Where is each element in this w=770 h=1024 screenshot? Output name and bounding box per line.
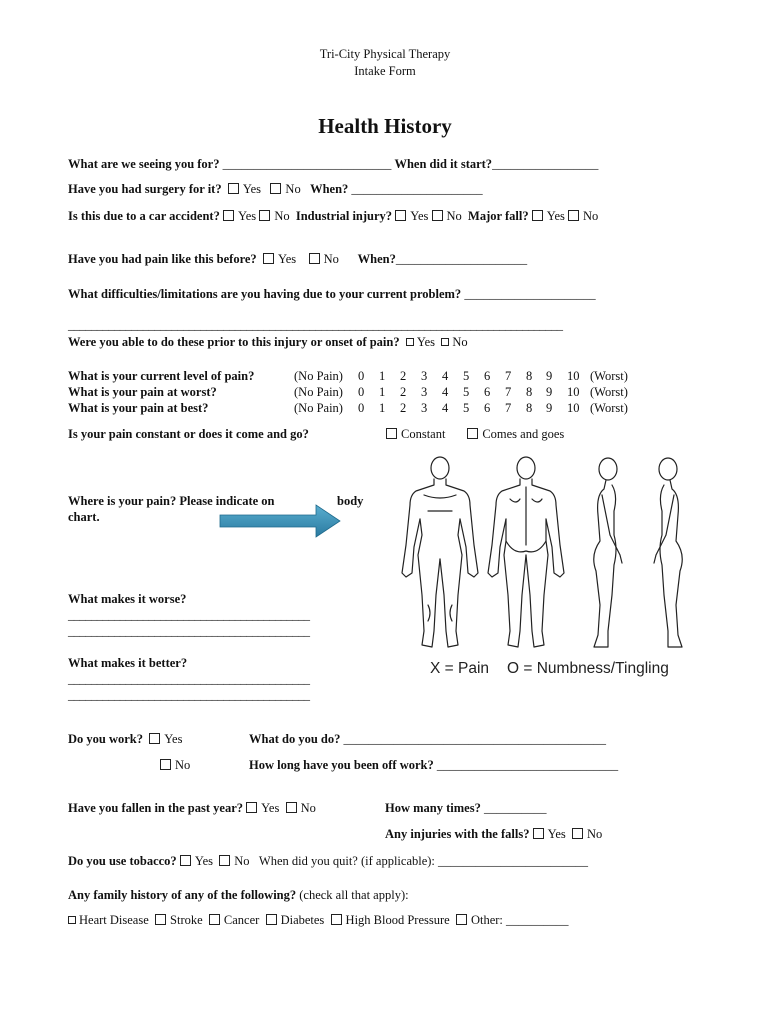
pain-current-option-7[interactable]: 7 [505,369,512,383]
quit-date-field[interactable]: ________________________ [438,854,589,868]
pain-best-option-8[interactable]: 8 [526,401,533,415]
question-pain-pattern: Is your pain constant or does it come and go? [68,427,309,441]
pain-current-low-label: (No Pain) [294,369,343,383]
reason-field[interactable]: ___________________________ [222,157,392,171]
question-fallen: Have you fallen in the past year? Yes No [68,801,316,815]
question-limitations: What difficulties/limitations are you having due to your current problem? _____________________ [68,287,596,301]
pain-current-option-5[interactable]: 5 [463,369,470,383]
industrial-yes-checkbox[interactable] [395,210,406,221]
pain-current-option-4[interactable]: 4 [442,369,449,383]
pain-current-option-0[interactable]: 0 [358,369,365,383]
work-no-checkbox[interactable] [160,759,171,770]
question-prior-pain: Have you had pain like this before? Yes No When?_____________________ [68,252,528,266]
work-yes-checkbox[interactable] [149,733,160,744]
occupation-field[interactable]: __________________________________________ [343,732,606,746]
better-label: What makes it better? [68,656,188,670]
pain-current-option-1[interactable]: 1 [379,369,386,383]
pain-best-option-10[interactable]: 10 [567,401,580,415]
constant-checkbox[interactable] [386,428,397,439]
question-tobacco: Do you use tobacco? Yes No When did you quit? (if applicable): ________________________ [68,854,589,868]
pain-worst-option-4[interactable]: 4 [442,385,449,399]
question-work: Do you work? Yes [68,732,183,746]
pain-worst-option-1[interactable]: 1 [379,385,386,399]
question-occupation: What do you do? __________________________________________ [249,732,606,746]
better-line-1[interactable]: __________________________________________ [68,672,310,686]
pain-best-option-6[interactable]: 6 [484,401,491,415]
pain-current-option-10[interactable]: 10 [567,369,580,383]
clinic-name: Tri-City Physical Therapy [319,47,451,61]
prior-pain-yes-checkbox[interactable] [263,253,274,264]
pain-pattern-options: Constant Comes and goes [386,427,564,442]
question-cause: Is this due to a car accident? Yes No Industrial injury? Yes No Major fall? Yes No [68,209,599,223]
question-off-work: How long have you been off work? _____________________________ [249,758,619,772]
prior-ability-yes-checkbox[interactable] [406,338,414,346]
pain-worst-option-5[interactable]: 5 [463,385,470,399]
pain-current-option-2[interactable]: 2 [400,369,407,383]
pain-worst-high-label: (Worst) [590,385,628,399]
car-accident-no-checkbox[interactable] [259,210,270,221]
pain-best-option-2[interactable]: 2 [400,401,407,415]
body-chart[interactable] [388,455,706,655]
worse-line-2[interactable]: __________________________________________ [68,624,310,638]
surgery-no-checkbox[interactable] [270,183,281,194]
cancer-checkbox[interactable] [209,914,220,925]
question-reason: What are we seeing you for? ___________________________ When did it start?_________________ [68,157,599,171]
fall-injury-yes-checkbox[interactable] [533,828,544,839]
fallen-yes-checkbox[interactable] [246,802,257,813]
pain-best-option-4[interactable]: 4 [442,401,449,415]
surgery-when-field[interactable]: _____________________ [351,182,483,196]
pain-worst-low-label: (No Pain) [294,385,343,399]
limitations-line[interactable]: ______________________________________________________________________________________ [68,318,563,332]
worse-label: What makes it worse? [68,592,187,606]
heart-disease-checkbox[interactable] [68,916,76,924]
pain-worst-option-7[interactable]: 7 [505,385,512,399]
question-surgery: Have you had surgery for it? Yes No When? _____________________ [68,182,483,196]
high-blood-pressure-checkbox[interactable] [331,914,342,925]
fall-no-checkbox[interactable] [568,210,579,221]
pain-worst-option-3[interactable]: 3 [421,385,428,399]
work-no-option: No [160,758,190,773]
pain-current-label: What is your current level of pain? [68,369,255,383]
pain-worst-label: What is your pain at worst? [68,385,217,399]
limitations-field[interactable]: _____________________ [464,287,596,301]
tobacco-yes-checkbox[interactable] [180,855,191,866]
form-name: Intake Form [354,64,416,78]
off-work-field[interactable]: _____________________________ [436,758,619,772]
pain-current-high-label: (Worst) [590,369,628,383]
fall-count-field[interactable]: __________ [483,801,547,815]
question-fall-injuries: Any injuries with the falls? Yes No [385,827,603,841]
pain-current-option-9[interactable]: 9 [546,369,553,383]
pain-best-option-7[interactable]: 7 [505,401,512,415]
other-field[interactable]: __________ [506,913,569,927]
family-history-options: Heart Disease Stroke Cancer Diabetes High Blood Pressure Other: __________ [68,913,569,928]
pain-worst-option-8[interactable]: 8 [526,385,533,399]
fallen-no-checkbox[interactable] [286,802,297,813]
pain-worst-option-2[interactable]: 2 [400,385,407,399]
legend-pain: X = Pain [430,660,490,677]
worse-line-1[interactable]: __________________________________________ [68,608,310,622]
pain-current-option-6[interactable]: 6 [484,369,491,383]
body-side-figure-right [594,458,622,647]
question-family-history: Any family history of any of the following? (check all that apply): [68,888,409,902]
body-chart-prompt: Where is your pain? Please indicate on [68,494,275,508]
legend-numbness: O = Numbness/Tingling [507,660,669,677]
body-chart-prompt-c: chart. [68,510,100,524]
car-accident-yes-checkbox[interactable] [223,210,234,221]
question-fall-count: How many times? __________ [385,801,547,815]
pain-best-label: What is your pain at best? [68,401,209,415]
prior-ability-no-checkbox[interactable] [441,338,449,346]
start-date-field[interactable]: _________________ [492,157,599,171]
pain-current-option-8[interactable]: 8 [526,369,533,383]
pain-current-option-3[interactable]: 3 [421,369,428,383]
diabetes-checkbox[interactable] [266,914,277,925]
pain-best-option-5[interactable]: 5 [463,401,470,415]
better-line-2[interactable]: __________________________________________ [68,688,310,702]
body-front-figure [402,457,478,647]
comes-and-goes-checkbox[interactable] [467,428,478,439]
fall-injury-no-checkbox[interactable] [572,828,583,839]
pain-best-option-1[interactable]: 1 [379,401,386,415]
page-title: Health History [318,114,452,138]
other-checkbox[interactable] [456,914,467,925]
pointer-arrow-icon [218,503,342,539]
pain-best-low-label: (No Pain) [294,401,343,415]
body-chart-prompt-b: body [337,494,364,508]
body-side-figure-left [654,458,682,647]
body-back-figure [488,457,564,647]
tobacco-no-checkbox[interactable] [219,855,230,866]
surgery-yes-checkbox[interactable] [228,183,239,194]
question-prior-ability: Were you able to do these prior to this injury or onset of pain? Yes No [68,335,468,349]
prior-pain-when-field[interactable]: _____________________ [395,252,528,266]
prior-pain-no-checkbox[interactable] [309,253,320,264]
pain-worst-option-10[interactable]: 10 [567,385,580,399]
pain-best-option-3[interactable]: 3 [421,401,428,415]
pain-worst-option-0[interactable]: 0 [358,385,365,399]
pain-best-option-0[interactable]: 0 [358,401,365,415]
pain-worst-option-9[interactable]: 9 [546,385,553,399]
industrial-no-checkbox[interactable] [432,210,443,221]
pain-best-option-9[interactable]: 9 [546,401,553,415]
pain-best-high-label: (Worst) [590,401,628,415]
pain-worst-option-6[interactable]: 6 [484,385,491,399]
fall-yes-checkbox[interactable] [532,210,543,221]
stroke-checkbox[interactable] [155,914,166,925]
